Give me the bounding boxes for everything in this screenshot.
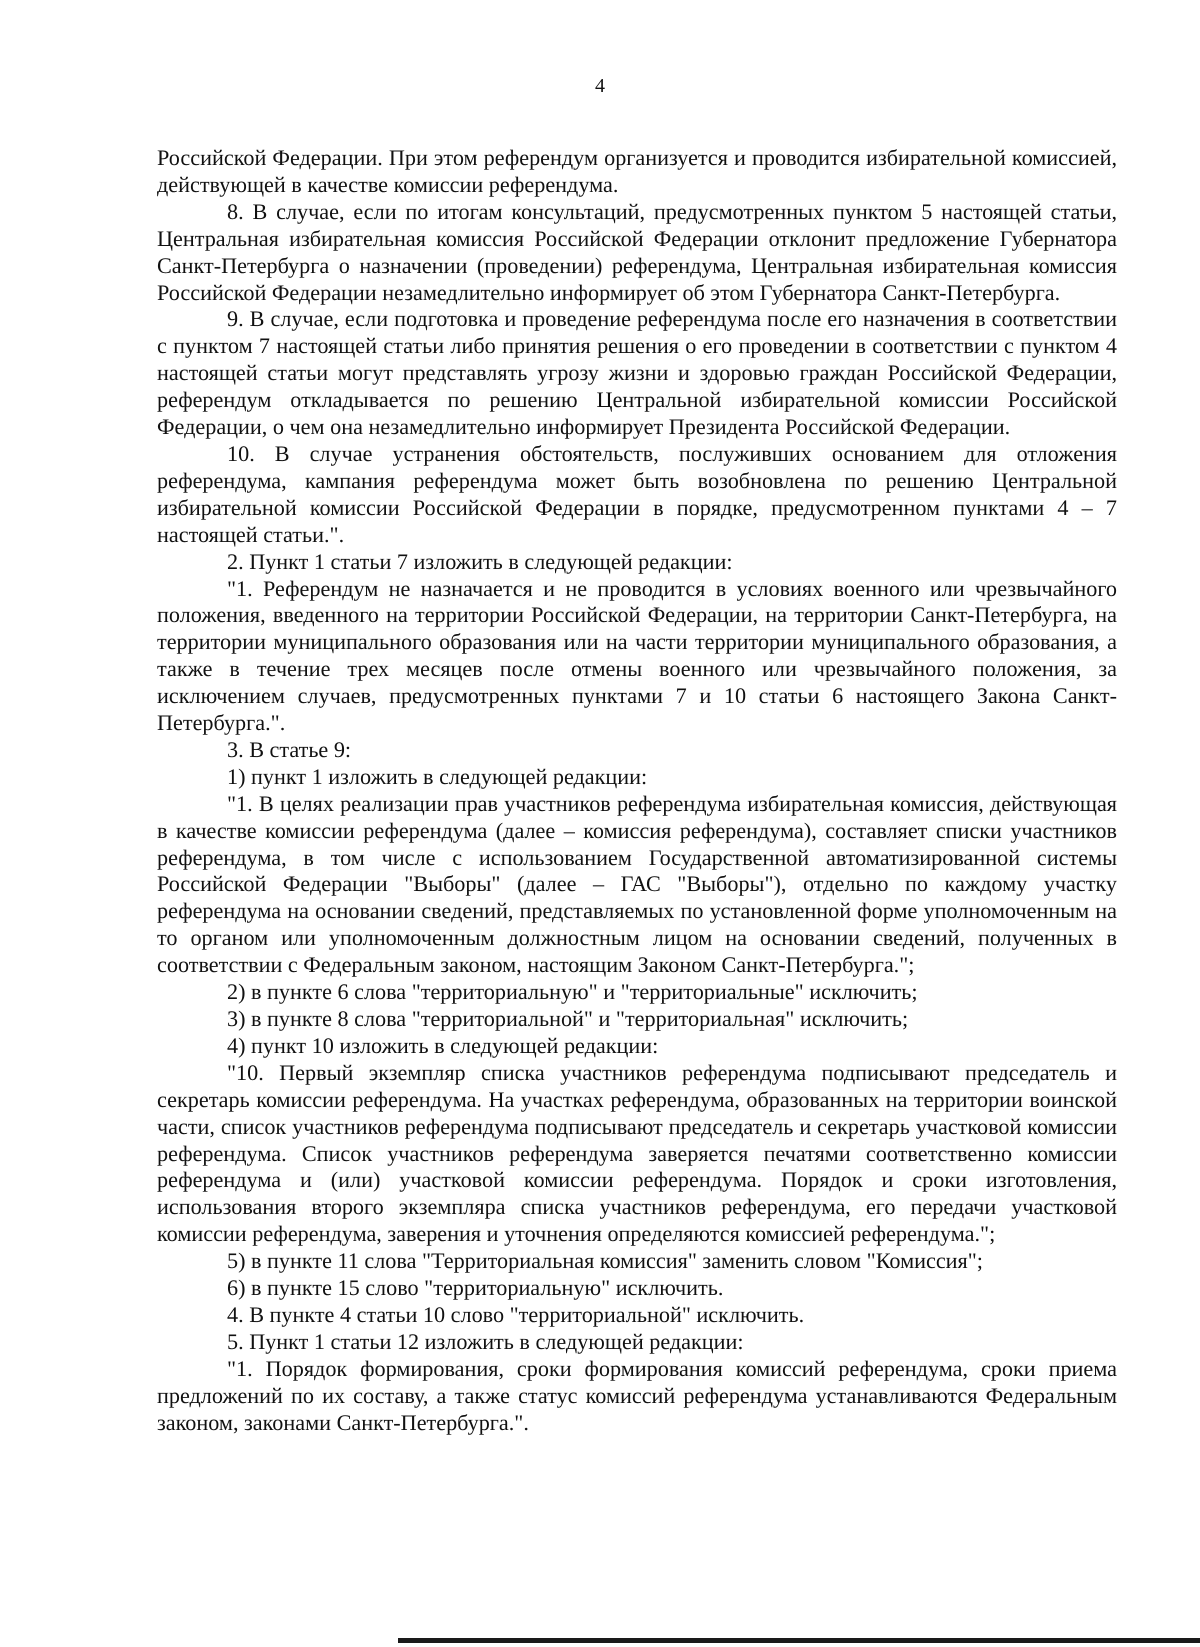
paragraph-item-9: 9. В случае, если подготовка и проведение референдума после его назначения в соответствии с пунктом 7 настоящей статьи либо принятия решения о его проведении в соответствии с пунктом 4 настоящей статьи могут представлять угрозу жизни и здоровью граждан Российской Федерации, референдум откладывается по решению Центральной избирательной комиссии Российской Федерации, о чем она незамедлительно информирует Президента Российской Федерации. [157, 306, 1117, 440]
document-body [157, 145, 1117, 1437]
paragraph-subitem-3: 3) в пункте 8 слова "территориальной" и "территориальная" исключить; [227, 1006, 909, 1031]
paragraph-subitem-5: 5) в пункте 11 слова "Территориальная комиссия" заменить словом "Комиссия"; [227, 1248, 983, 1274]
paragraph-item-10: 10. В случае устранения обстоятельств, послуживших основанием для отложения референдума, кампания референдума может быть возобновлена по решению Центральной избирательной комиссии Российской Федерации в порядке, предусмотренном пунктами 4 – 7 настоящей статьи.". [157, 440, 1117, 547]
paragraph-item-8: 8. В случае, если по итогам консультаций, предусмотренных пунктом 5 настоящей статьи, Центральная избирательная комиссия Российской Федерации отклонит предложение Губернатора Санкт-Петербурга о назначении (проведении) референдума, Центральная избирательная комиссия Российской Федерации незамедлительно информирует об этом Губернатора Санкт-Петербурга. [157, 198, 1117, 305]
paragraph-subitem-2: 2) в пункте 6 слова "территориальную" и "территориальные" исключить; [227, 979, 918, 1005]
page-number: 4 [595, 75, 605, 97]
paragraph-amendment-5: 5. Пункт 1 статьи 12 изложить в следующей редакции: [227, 1328, 744, 1354]
paragraph-amendment-2: 2. Пункт 1 статьи 7 изложить в следующей редакции: [227, 548, 733, 574]
bottom-scan-edge [398, 1638, 1200, 1643]
paragraph-subitem-4: 4) пункт 10 изложить в следующей редакции: [227, 1032, 659, 1058]
paragraph-subitem-1: 1) пункт 1 изложить в следующей редакции: [227, 763, 648, 789]
paragraph-article-7-text: "1. Референдум не назначается и не проводится в условиях военного или чрезвычайного положения, введенного на территории Российской Федерации, на территории Санкт-Петербурга, на территории муниципального образования или на части территории муниципального образования, а также в течение трех месяцев после отмены военного или чрезвычайного положения, за исключением случаев, предусмотренных пунктами 7 и 10 статьи 6 настоящего Закона Санкт-Петербурга.". [157, 575, 1117, 736]
paragraph-amendment-3: 3. В статье 9: [227, 736, 352, 762]
paragraph-amendment-4: 4. В пункте 4 статьи 10 слово "территориальной" исключить. [227, 1301, 805, 1327]
paragraph-article-9-item-1-text: "1. В целях реализации прав участников референдума избирательная комиссия, действующая в качестве комиссии референдума (далее – комиссия референдума), составляет списки участников референдума, в том числе с использованием Государственной автоматизированной системы Российской Федерации "Выборы" (далее – ГАС "Выборы"), отдельно по каждому участку референдума на основании сведений, представляемых по установленной форме уполномоченным на то органом или уполномоченным должностным лицом на основании сведений, полученных в соответствии с Федеральным законом, настоящим Законом Санкт-Петербурга."; [157, 790, 1117, 978]
paragraph-subitem-6: 6) в пункте 15 слово "территориальную" исключить. [227, 1275, 724, 1301]
paragraph-continuation: Российской Федерации. При этом референдум организуется и проводится избирательной комиссией, действующей в качестве комиссии референдума. [157, 145, 1117, 197]
paragraph-article-9-item-10-text: "10. Первый экземпляр списка участников референдума подписывают председатель и секретарь комиссии референдума. На участках референдума, образованных на территории воинской части, список участников референдума подписывают председатель и секретарь участковой комиссии референдума. Список участников референдума заверяется печатями соответственно комиссии референдума и (или) участковой комиссии референдума. Порядок и сроки изготовления, использования второго экземпляра списка участников референдума, его передачи участковой комиссии референдума, заверения и уточнения определяются комиссией референдума."; [157, 1059, 1117, 1247]
paragraph-article-12-text: "1. Порядок формирования, сроки формирования комиссий референдума, сроки приема предложений по их составу, а также статус комиссий референдума устанавливаются Федеральным законом, законами Санкт-Петербурга.". [157, 1355, 1117, 1435]
